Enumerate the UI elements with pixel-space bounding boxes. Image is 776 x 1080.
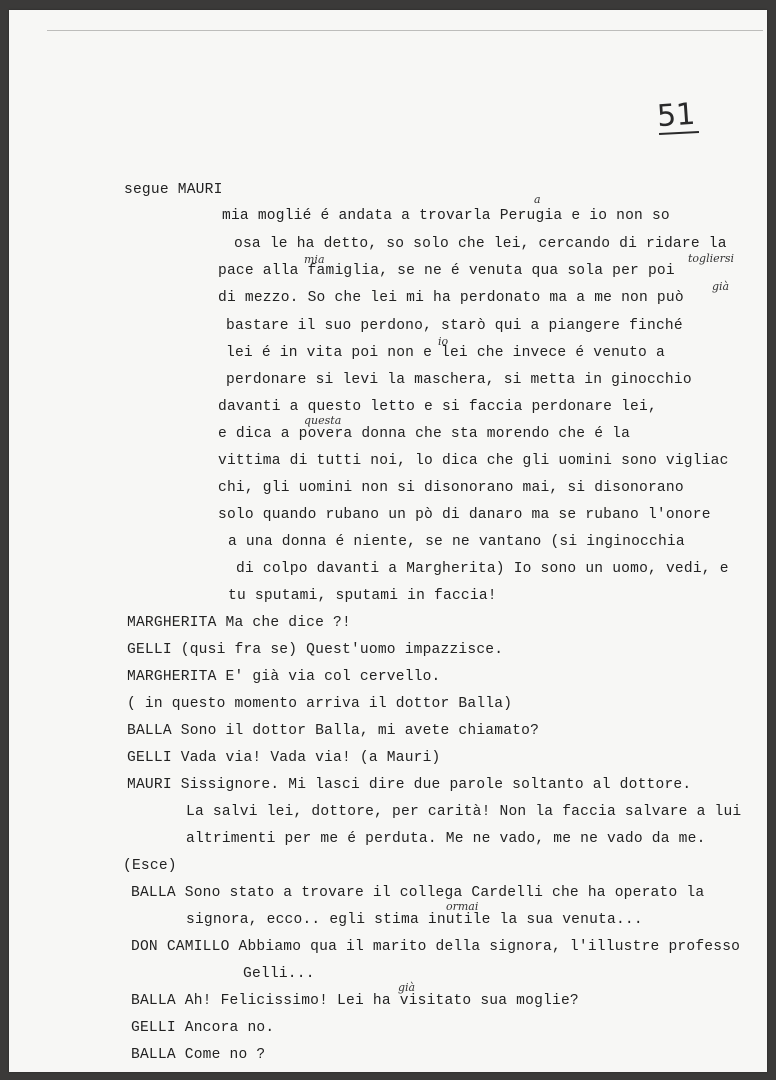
text-line: lei é in vita poi non e lei che invece é venuto a xyxy=(226,345,665,361)
text-line: GELLI Vada via! Vada via! (a Mauri) xyxy=(127,750,441,766)
text-line: MARGHERITA Ma che dice ?! xyxy=(127,615,351,631)
text-line: BALLA Ah! Felicissimo! Lei ha visitato sua moglie? xyxy=(131,993,579,1009)
text-line: a una donna é niente, se ne vantano (si inginocchia xyxy=(228,534,685,550)
page-number: 51 xyxy=(655,96,697,135)
handwritten-note: già xyxy=(712,280,730,293)
handwritten-note: questa xyxy=(304,414,342,427)
text-line: MAURI Sissignore. Mi lasci dire due parole soltanto al dottore. xyxy=(127,777,692,793)
text-line: chi, gli uomini non si disonorano mai, si disonorano xyxy=(218,480,684,496)
text-line: BALLA Come no ? xyxy=(131,1047,266,1063)
text-line: (Esce) xyxy=(123,858,177,874)
text-line: ( in questo momento arriva il dottor Balla) xyxy=(127,696,513,712)
text-line: La salvi lei, dottore, per carità! Non la faccia salvare a lui xyxy=(186,804,742,820)
top-rule xyxy=(47,30,763,31)
text-line: DON CAMILLO Abbiamo qua il marito della signora, l'illustre professo xyxy=(131,939,741,955)
text-line: segue MAURI xyxy=(124,182,223,198)
handwritten-note: mia xyxy=(304,253,325,266)
document-page xyxy=(9,10,767,1072)
text-line: signora, ecco.. egli stima inutile la sua venuta... xyxy=(186,912,643,928)
handwritten-note: io xyxy=(438,335,449,348)
text-line: MARGHERITA E' già via col cervello. xyxy=(127,669,441,685)
handwritten-note: già xyxy=(398,981,416,994)
text-line: bastare il suo perdono, starò qui a piangere finché xyxy=(226,318,683,334)
text-line: mia moglié é andata a trovarla Perugia e io non so xyxy=(222,208,670,224)
text-line: altrimenti per me é perduta. Me ne vado, me ne vado da me. xyxy=(186,831,706,847)
text-line: di mezzo. So che lei mi ha perdonato ma a me non può xyxy=(218,290,684,306)
text-line: e dica a povera donna che sta morendo che é la xyxy=(218,426,631,442)
text-line: di colpo davanti a Margherita) Io sono un uomo, vedi, e xyxy=(236,561,729,577)
text-line: BALLA Sono stato a trovare il collega Cardelli che ha operato la xyxy=(131,885,705,901)
handwritten-note: ormai xyxy=(446,900,479,913)
text-line: BALLA Sono il dottor Balla, mi avete chiamato? xyxy=(127,723,540,739)
text-line: GELLI Ancora no. xyxy=(131,1020,275,1036)
text-line: tu sputami, sputami in faccia! xyxy=(228,588,497,604)
text-line: GELLI (qusi fra se) Quest'uomo impazzisce. xyxy=(127,642,504,658)
text-line: Gelli... xyxy=(243,966,315,982)
text-line: vittima di tutti noi, lo dica che gli uomini sono vigliac xyxy=(218,453,729,469)
text-line: osa le ha detto, so solo che lei, cercando di ridare la xyxy=(234,236,727,252)
handwritten-note: a xyxy=(534,193,541,206)
text-line: solo quando rubano un pò di danaro ma se rubano l'onore xyxy=(218,507,711,523)
text-line: perdonare si levi la maschera, si metta in ginocchio xyxy=(226,372,692,388)
text-line: pace alla famiglia, se ne é venuta qua sola per poi xyxy=(218,263,675,279)
handwritten-note: togliersi xyxy=(688,252,735,265)
text-line: davanti a questo letto e si faccia perdonare lei, xyxy=(218,399,657,415)
